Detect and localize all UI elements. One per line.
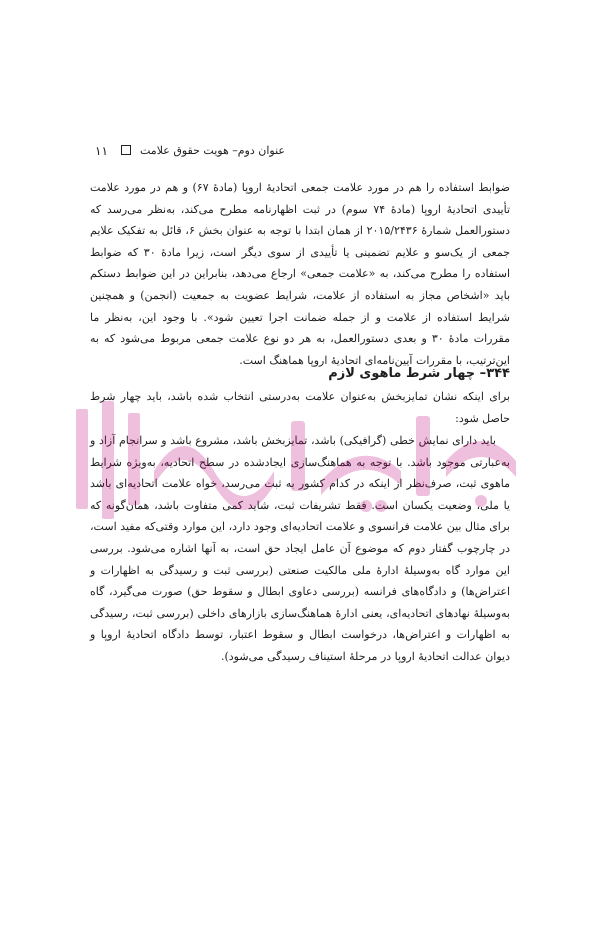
- paragraph-2-text: برای اینکه نشان تمایزبخش به‌عنوان علامت به‌درستی انتخاب شده باشد، باید چهار شرط حاصل شود:: [90, 390, 510, 425]
- page-number: ۱۱: [95, 144, 108, 158]
- paragraph-2: [90, 386, 510, 429]
- paragraph-1: [90, 177, 510, 371]
- paragraph-3: [90, 430, 510, 668]
- section-heading: ۳۴۴– چهار شرط ماهوی لازم: [328, 366, 510, 381]
- page-header: [0, 139, 600, 163]
- paragraph-1-text: ضوابط استفاده را هم در مورد علامت جمعی اتحادیهٔ اروپا (مادهٔ ۶۷) و هم در مورد علامت تأییدی اتحادیهٔ اروپا (مادهٔ ۷۴ سوم) در ثبت اظهارنامه مطرح می‌کند، به‌نظر می‌رسد که دستورالعمل شمارهٔ ۲۰۱۵/۲۴۳۶ از همان ابتدا با توجه به عنوان بخش ۶، قائل به تفکیک علایم جمعی از یک‌سو و علایم تضمینی یا تأییدی از سوی دیگر است، زیرا مادهٔ ۳۰ که ضوابط استفاده را مطرح می‌کند، به «علامت جمعی» ارجاع می‌دهد، بنابراین در این ضوابط دستکم باید «اشخاص مجاز به استفاده از علامت، شرایط عضویت به جمعیت (انجمن) و همچنین شرایط استفاده از علامت و از جمله ضمانت اجرا تعیین شود». با وجود این، به‌نظر ما مقررات مادهٔ ۳۰ و بعدی دستورالعمل، به هر دو نوع علامت جمعی مربوط می‌شود که به این‌ترتیب، با مقررات آیین‌نامه‌ای اتحادیهٔ اروپا هماهنگ است.: [90, 181, 511, 367]
- square-icon: [121, 145, 131, 155]
- running-title: عنوان دوم– هویت حقوق علامت: [140, 144, 285, 157]
- paragraph-3-text: باید دارای نمایش خطی (گرافیکی) باشد، تمایزبخش باشد، مشروع باشد و سرانجام آزاد و به‌عبارتی موجود باشد. با توجه به هماهنگ‌سازی ایجادشده در سطح اتحادیه، به‌ویژه شرایط ماهوی ثبت، صرف‌نظر از اینکه در کدام کشور به ثبت می‌رسد، خواه علامت اتحادیه‌ای باشد یا ملی، وضعیت یکسان است. فقط تشریفات ثبت، شاید کمی متفاوت باشد، همان‌گونه که برای مثال بین علامت فرانسوی و علامت اتحادیه‌ای وجود دارد، این موارد وقتی‌که مفید است، در چارچوب گفتار دوم که موضوع آن عامل ایجاد حق است، به آنها اشاره می‌شود. بررسی این موارد گاه به‌وسیلهٔ ادارهٔ ملی مالکیت صنعتی (بررسی ثبت و رسیدگی به اظهارات و اعتراض‌ها) و دادگاه‌های فرانسه (بررسی دعاوی ابطال و سقوط حق) صورت می‌گیرد، گاه به‌وسیلهٔ نهادهای اتحادیه‌ای، یعنی ادارهٔ هماهنگ‌سازی بازارهای داخلی (بررسی ثبت، رسیدگی به اظهارات و اعتراض‌ها، درخواست ابطال و سقوط اعتبار، توسط دادگاه اتحادیهٔ اروپا و دیوان عدالت اتحادیهٔ اروپا در مرحلهٔ استیناف رسیدگی می‌شود).: [90, 434, 510, 663]
